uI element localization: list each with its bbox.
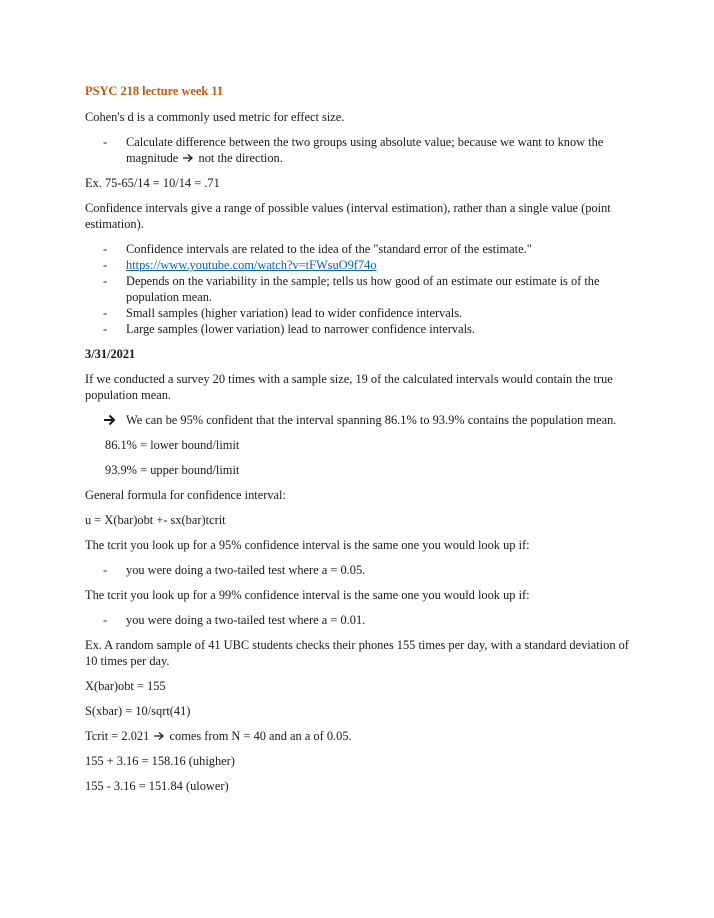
list-confidence-intervals <box>85 241 633 337</box>
tcrit-value: Tcrit = 2.021 <box>85 729 150 743</box>
upper-bound-line: 93.9% = upper bound/limit <box>105 463 240 477</box>
list-item-text: Calculate difference between the two groups using absolute value; because we want to know the magnitude <box>126 135 604 165</box>
document-body <box>85 83 633 803</box>
list-item-text: Small samples (higher variation) lead to wider confidence intervals. <box>126 306 463 320</box>
list-item-text: We can be 95% confident that the interval spanning 86.1% to 93.9% contains the population mean. <box>126 413 617 427</box>
list-item <box>85 134 633 166</box>
dash-bullet: - <box>103 242 108 256</box>
list-item <box>85 612 633 628</box>
dash-bullet: - <box>103 306 108 320</box>
paragraph-confidence-intervals: Confidence intervals give a range of possible values (interval estimation), rather than a single value (point estimation). <box>85 201 611 231</box>
dash-bullet: - <box>103 135 108 149</box>
list-item-text: Confidence intervals are related to the idea of the "standard error of the estimate." <box>126 242 532 256</box>
upper-limit-line: 155 + 3.16 = 158.16 (uhigher) <box>85 754 235 768</box>
list-item <box>85 305 633 321</box>
list-item <box>85 321 633 337</box>
list-item-text: you were doing a two-tailed test where a = 0.05. <box>126 563 366 577</box>
list-tcrit-95 <box>85 562 633 578</box>
dash-bullet: - <box>103 258 108 272</box>
paragraph-ubc-example: Ex. A random sample of 41 UBC students checks their phones 155 times per day, with a standard deviation of 10 times per day. <box>85 638 629 668</box>
right-arrow-icon <box>153 731 165 741</box>
list-tcrit-99 <box>85 612 633 628</box>
list-item-text: not the direction. <box>198 151 283 165</box>
paragraph-survey: If we conducted a survey 20 times with a sample size, 19 of the calculated intervals would contain the true population mean. <box>85 372 613 402</box>
paragraph-general-formula: General formula for confidence interval: <box>85 488 286 502</box>
list-item <box>85 257 633 273</box>
list-item-text: Depends on the variability in the sample; tells us how good of an estimate our estimate is of the population mean. <box>126 274 600 304</box>
list-item <box>85 412 633 428</box>
paragraph-example: Ex. 75-65/14 = 10/14 = .71 <box>85 176 220 190</box>
paragraph-cohens-d: Cohen's d is a commonly used metric for effect size. <box>85 110 345 124</box>
dash-bullet: - <box>103 322 108 336</box>
right-arrow-icon <box>182 153 194 163</box>
dash-bullet: - <box>103 613 108 627</box>
tcrit-note: comes from N = 40 and an a of 0.05. <box>169 729 352 743</box>
list-item-text: you were doing a two-tailed test where a = 0.01. <box>126 613 366 627</box>
section-date: 3/31/2021 <box>85 347 136 361</box>
formula-line: u = X(bar)obt +- sx(bar)tcrit <box>85 513 226 527</box>
list-item-text: Large samples (lower variation) lead to narrower confidence intervals. <box>126 322 475 336</box>
dash-bullet: - <box>103 563 108 577</box>
list-item <box>85 241 633 257</box>
paragraph-tcrit-95: The tcrit you look up for a 95% confidence interval is the same one you would look up if: <box>85 538 530 552</box>
lower-bound-line: 86.1% = lower bound/limit <box>105 438 240 452</box>
list-cohens-d <box>85 134 633 166</box>
list-arrow <box>85 412 633 428</box>
paragraph-tcrit-99: The tcrit you look up for a 99% confidence interval is the same one you would look up if: <box>85 588 530 602</box>
list-item <box>85 273 633 305</box>
right-arrow-icon <box>103 413 117 427</box>
list-item <box>85 562 633 578</box>
sxbar-line: S(xbar) = 10/sqrt(41) <box>85 704 191 718</box>
xbar-line: X(bar)obt = 155 <box>85 679 166 693</box>
youtube-link[interactable]: https://www.youtube.com/watch?v=tFWsuO9f74o <box>126 258 377 272</box>
dash-bullet: - <box>103 274 108 288</box>
tcrit-line <box>85 728 633 744</box>
page-title: PSYC 218 lecture week 11 <box>85 84 224 98</box>
lower-limit-line: 155 - 3.16 = 151.84 (ulower) <box>85 779 229 793</box>
